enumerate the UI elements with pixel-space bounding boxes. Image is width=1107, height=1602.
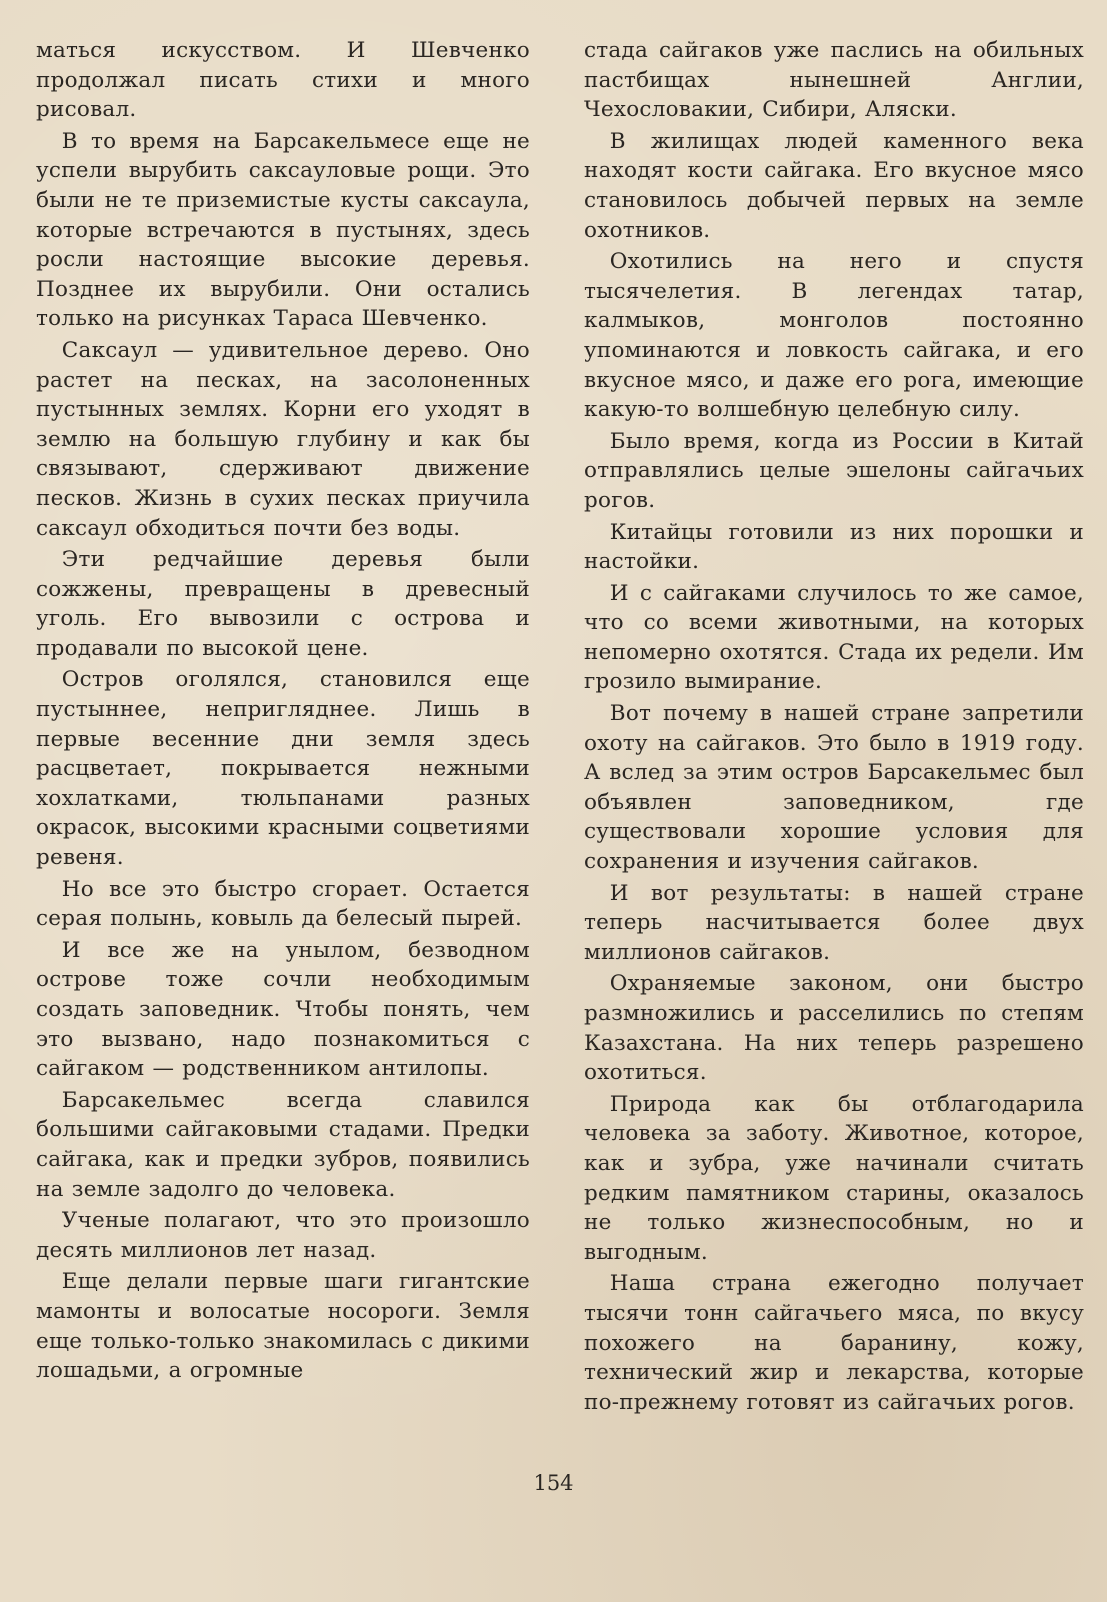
paragraph: И с сайгаками случилось то же самое, что со всеми животными, на которых непомерно охотятся. Стада их редели. Им грозило вымирание.: [584, 580, 1084, 695]
left-column: [36, 36, 530, 1388]
paragraph: И вот результаты: в нашей стране теперь насчитывается более двух миллионов сайгаков.: [584, 880, 1084, 965]
page-number: 154: [533, 1471, 574, 1495]
paragraph: Охотились на него и спустя тысячелетия. В легендах татар, калмыков, монголов постоянно упоминаются и ловкость сайгака, и его вкусное мясо, и даже его рога, имеющие какую-то волшебную целебную силу.: [584, 249, 1084, 423]
paragraph: стада сайгаков уже паслись на обильных пастбищах нынешней Англии, Чехословакии, Сибири, Аляски.: [584, 38, 1084, 123]
paragraph: Еще делали первые шаги гигантские мамонты и волосатые носороги. Земля еще только-только знакомилась с дикими лошадьми, а огромные: [36, 1269, 530, 1384]
paragraph: Ученые полагают, что это произошло десять миллионов лет назад.: [36, 1208, 530, 1263]
paragraph: Было время, когда из России в Китай отправлялись целые эшелоны сайгачьих рогов.: [584, 428, 1084, 513]
right-column: [584, 36, 1084, 1419]
paragraph: Остров оголялся, становился еще пустыннее, непригляднее. Лишь в первые весенние дни земля здесь расцветает, покрывается нежными хохлатками, тюльпанами разных окрасок, высокими красными соцветиями ревеня.: [36, 667, 530, 871]
paragraph: Но все это быстро сгорает. Остается серая полынь, ковыль да белесый пырей.: [36, 876, 530, 932]
paragraph: Наша страна ежегодно получает тысячи тонн сайгачьего мяса, по вкусу похожего на баранину, кожу, технический жир и лекарства, которые по-прежнему готовят из сайгачьих рогов.: [584, 1271, 1084, 1415]
paragraph: Охраняемые законом, они быстро размножились и расселились по степям Казахстана. На них теперь разрешено охотиться.: [584, 971, 1084, 1086]
paragraph: И все же на унылом, безводном острове тоже сочли необходимым создать заповедник. Чтобы понять, чем это вызвано, надо познакомиться с сайгаком — родственником антилопы.: [36, 937, 530, 1082]
paragraph: маться искусством. И Шевченко продолжал писать стихи и много рисовал.: [36, 38, 530, 123]
paragraph: Саксаул — удивительное дерево. Оно растет на песках, на засолоненных пустынных землях. Корни его уходят в землю на большую глубину и как бы связывают, сдерживают движение песков. Жизнь в сухих песках приучила саксаул обходиться почти без воды.: [36, 337, 530, 541]
paragraph: Природа как бы отблагодарила человека за заботу. Животное, которое, как и зубра, уже начинали считать редким памятником старины, оказалось не только жизнеспособным, но и выгодным.: [584, 1091, 1084, 1265]
paragraph: В то время на Барсакельмесе еще не успели вырубить саксауловые рощи. Это были не те приземистые кусты саксаула, которые встречаются в пустынях, здесь росли настоящие высокие деревья. Позднее их вырубили. Они остались только на рисунках Тараса Шевченко.: [36, 128, 530, 332]
paragraph: Вот почему в нашей стране запретили охоту на сайгаков. Это было в 1919 году. А вслед за этим остров Барсакельмес был объявлен заповедником, где существовали хорошие условия для сохранения и изучения сайгаков.: [584, 701, 1084, 875]
paragraph: Китайцы готовили из них порошки и настойки.: [584, 519, 1084, 575]
paragraph: В жилищах людей каменного века находят кости сайгака. Его вкусное мясо становилось добычей первых на земле охотников.: [584, 128, 1084, 243]
paragraph: Барсакельмес всегда славился большими сайгаковыми стадами. Предки сайгака, как и предки зубров, появились на земле задолго до человека.: [36, 1087, 530, 1202]
paragraph: Эти редчайшие деревья были сожжены, превращены в древесный уголь. Его вывозили с острова и продавали по высокой цене.: [36, 547, 530, 661]
